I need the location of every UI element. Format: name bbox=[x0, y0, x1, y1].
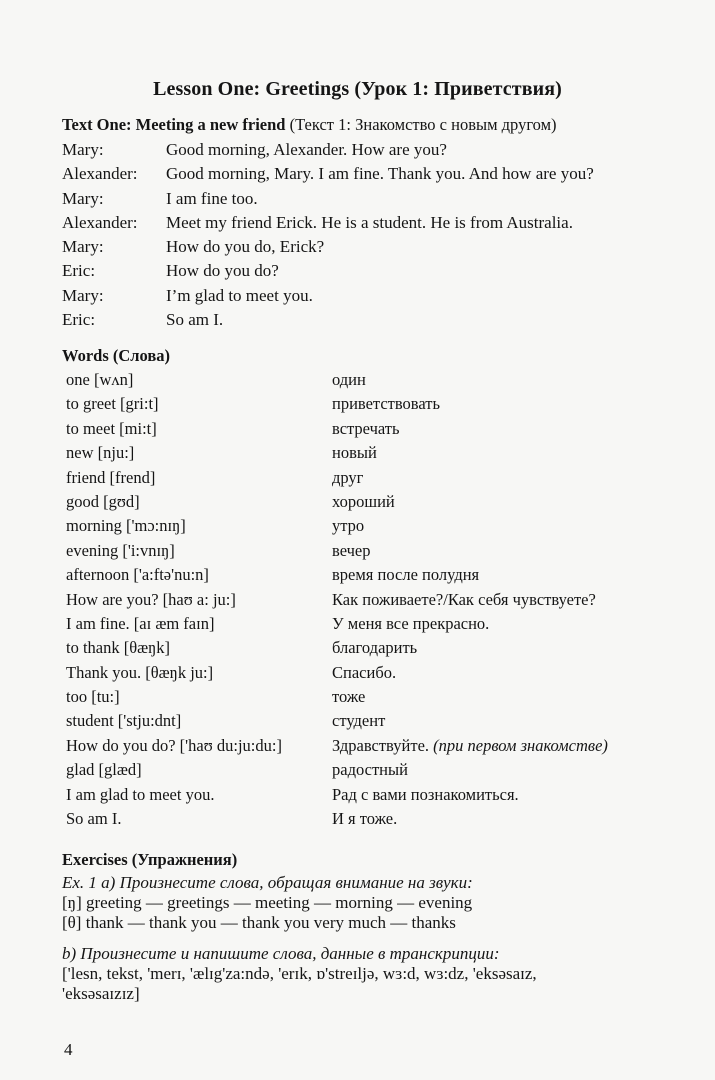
dialogue bbox=[62, 140, 702, 334]
speaker: Mary: bbox=[62, 285, 104, 305]
vocab-russian: друг bbox=[332, 467, 364, 487]
speaker: Alexander: bbox=[62, 212, 138, 232]
vocab-english: too [tu:] bbox=[66, 687, 120, 707]
dialogue-line bbox=[62, 140, 702, 164]
vocab-item bbox=[62, 468, 702, 492]
vocab-item bbox=[62, 516, 702, 540]
speaker: Mary: bbox=[62, 237, 104, 257]
vocab-russian: Рад с вами познакомиться. bbox=[332, 784, 519, 804]
vocab-english: friend [frend] bbox=[66, 467, 156, 487]
dialogue-line bbox=[62, 213, 702, 237]
speaker: Eric: bbox=[62, 261, 96, 281]
vocab-item bbox=[62, 492, 702, 516]
vocab-item bbox=[62, 663, 702, 687]
vocab-item bbox=[62, 736, 702, 760]
words-heading bbox=[62, 346, 170, 366]
vocabulary-list bbox=[62, 370, 702, 833]
utterance: So am I. bbox=[166, 310, 224, 330]
vocab-item bbox=[62, 687, 702, 711]
dialogue-line bbox=[62, 286, 702, 310]
vocab-item bbox=[62, 614, 702, 638]
vocab-russian-note: (при первом знакомстве) bbox=[433, 735, 608, 755]
exercise-1a-line: [ŋ] greeting — greetings — meeting — morning — evening bbox=[62, 893, 473, 912]
vocab-russian: встречать bbox=[332, 418, 400, 438]
vocab-russian: радостный bbox=[332, 760, 408, 780]
vocab-russian: время после полудня bbox=[332, 565, 480, 585]
dialogue-line bbox=[62, 189, 702, 213]
vocab-item bbox=[62, 760, 702, 784]
vocab-item bbox=[62, 370, 702, 394]
vocab-russian-main: Здравствуйте. bbox=[332, 735, 434, 755]
exercise-1b-transcription: ['lesn, tekst, 'merɪ, 'ælɪg'za:ndə, 'erɪk, ɒ'streɪljə, wɜ:d, wɜ:dz, 'eksəsaɪz, bbox=[62, 964, 537, 983]
vocab-russian: И я тоже. bbox=[332, 809, 398, 829]
vocab-russian bbox=[332, 736, 702, 756]
vocab-item bbox=[62, 809, 702, 833]
speaker: Mary: bbox=[62, 188, 104, 208]
dialogue-line bbox=[62, 164, 702, 188]
vocab-english: I am fine. [aɪ æm faɪn] bbox=[66, 613, 215, 633]
vocab-english: morning ['mɔ:nɪŋ] bbox=[66, 516, 186, 536]
words-heading-text: Words (Слова) bbox=[62, 346, 171, 365]
vocab-russian: приветствовать bbox=[332, 394, 441, 414]
dialogue-line bbox=[62, 261, 702, 285]
vocab-item bbox=[62, 711, 702, 735]
vocab-item bbox=[62, 590, 702, 614]
utterance: Good morning, Alexander. How are you? bbox=[166, 140, 447, 159]
dialogue-line bbox=[62, 237, 702, 261]
text-one-heading-translation: (Текст 1: Знакомство с новым другом) bbox=[285, 115, 557, 134]
speaker: Eric: bbox=[62, 310, 96, 330]
vocab-item bbox=[62, 565, 702, 589]
exercise-1b bbox=[62, 944, 712, 1004]
vocab-english: So am I. bbox=[66, 809, 122, 829]
vocab-item bbox=[62, 394, 702, 418]
vocab-english: evening ['i:vnɪŋ] bbox=[66, 540, 175, 560]
vocab-russian: утро bbox=[332, 516, 365, 536]
vocab-item bbox=[62, 419, 702, 443]
vocab-english: How are you? [haʊ a: ju:] bbox=[66, 589, 236, 609]
exercise-1a-line: [θ] thank — thank you — thank you very much — thanks bbox=[62, 913, 456, 932]
vocab-russian: благодарить bbox=[332, 638, 418, 658]
vocab-english: Thank you. [θæŋk ju:] bbox=[66, 662, 214, 682]
exercise-1a-instruction: Ex. 1 a) Произнесите слова, обращая внимание на звуки: bbox=[62, 873, 473, 892]
speaker: Mary: bbox=[62, 140, 104, 159]
vocab-english: glad [glæd] bbox=[66, 760, 142, 780]
vocab-english: one [wʌn] bbox=[66, 370, 134, 389]
vocab-item bbox=[62, 541, 702, 565]
text-one-heading bbox=[62, 115, 557, 135]
exercises-heading-text: Exercises (Упражнения) bbox=[62, 850, 238, 869]
vocab-russian: У меня все прекрасно. bbox=[332, 613, 490, 633]
page-number: 4 bbox=[64, 1040, 73, 1059]
vocab-english: to meet [mi:t] bbox=[66, 418, 157, 438]
vocab-russian: Спасибо. bbox=[332, 662, 397, 682]
vocab-english: good [gʊd] bbox=[66, 491, 140, 511]
utterance: How do you do? bbox=[166, 261, 279, 281]
exercise-1b-instruction: b) Произнесите и напишите слова, данные в транскрипции: bbox=[62, 944, 500, 963]
utterance: I’m glad to meet you. bbox=[166, 285, 313, 305]
vocab-russian: один bbox=[332, 370, 366, 389]
vocab-item bbox=[62, 443, 702, 467]
vocab-english: I am glad to meet you. bbox=[66, 784, 215, 804]
vocab-russian: тоже bbox=[332, 687, 366, 707]
utterance: Meet my friend Erick. He is a student. He is from Australia. bbox=[166, 212, 573, 232]
vocab-russian: новый bbox=[332, 443, 377, 463]
vocab-item bbox=[62, 638, 702, 662]
vocab-english: How do you do? ['haʊ du:ju:du:] bbox=[66, 735, 282, 755]
vocab-english: new [nju:] bbox=[66, 443, 135, 463]
vocab-russian: вечер bbox=[332, 540, 371, 560]
vocab-english: to thank [θæŋk] bbox=[66, 638, 171, 658]
vocab-english: to greet [gri:t] bbox=[66, 394, 159, 414]
dialogue-line bbox=[62, 310, 702, 334]
utterance: Good morning, Mary. I am fine. Thank you. And how are you? bbox=[166, 164, 594, 184]
text-one-heading-bold: Text One: Meeting a new friend bbox=[62, 115, 286, 134]
vocab-english: student ['stju:dnt] bbox=[66, 711, 182, 731]
lesson-title: Lesson One: Greetings (Урок 1: Приветствия) bbox=[153, 78, 562, 100]
exercises-heading bbox=[62, 850, 237, 870]
exercise-1b-transcription: 'eksəsaɪzɪz] bbox=[62, 984, 140, 1003]
vocab-russian: студент bbox=[332, 711, 386, 731]
exercise-1a bbox=[62, 873, 682, 933]
vocab-english: afternoon ['a:ftə'nu:n] bbox=[66, 565, 209, 585]
speaker: Alexander: bbox=[62, 164, 138, 184]
vocab-item bbox=[62, 785, 702, 809]
vocab-russian: Как поживаете?/Как себя чувствуете? bbox=[332, 589, 596, 609]
utterance: How do you do, Erick? bbox=[166, 237, 325, 257]
vocab-russian: хороший bbox=[332, 491, 395, 511]
utterance: I am fine too. bbox=[166, 188, 258, 208]
